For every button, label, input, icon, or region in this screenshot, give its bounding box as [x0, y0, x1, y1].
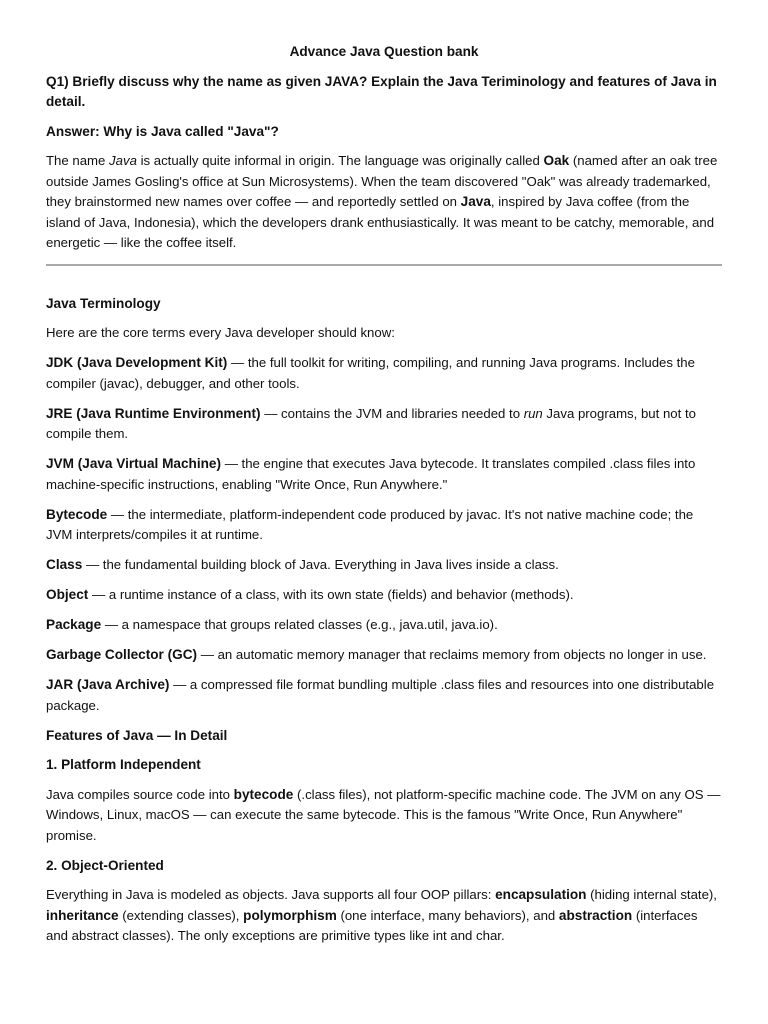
feature-2-bold-encapsulation: encapsulation	[495, 887, 587, 902]
term-name: JAR (Java Archive)	[46, 677, 170, 692]
term-desc: — a namespace that groups related classes (e.g., java.util, java.io).	[101, 617, 498, 632]
term-item	[46, 404, 722, 445]
term-item	[46, 555, 722, 576]
feature-2-text-1: Everything in Java is modeled as objects. Java supports all four OOP pillars:	[46, 887, 496, 902]
term-item	[46, 505, 722, 546]
intro-bold-oak: Oak	[543, 153, 570, 168]
term-name: JDK (Java Development Kit)	[46, 355, 228, 370]
term-desc: — a runtime instance of a class, with its own state (fields) and behavior (methods).	[88, 587, 574, 602]
term-item	[46, 615, 722, 636]
feature-2-bold-inheritance: inheritance	[46, 907, 119, 923]
term-name: Class	[46, 557, 83, 572]
term-name: JRE (Java Runtime Environment)	[46, 405, 261, 421]
term-desc-em: run	[523, 405, 543, 421]
term-item	[46, 454, 722, 495]
term-name: Bytecode	[46, 506, 108, 522]
term-name: Package	[46, 617, 102, 632]
feature-2-text-5: (interfaces and abstract classes). The only exceptions are primitive types like int and char.	[46, 907, 698, 943]
features-heading: Features of Java — In Detail	[46, 727, 228, 743]
term-item	[46, 645, 722, 666]
term-name: JVM (Java Virtual Machine)	[46, 456, 222, 471]
intro-text-4: , inspired by Java coffee (from the island of Java, Indonesia), which the developers drank enthusiastically. It was meant to be catchy, memorable, and energetic — like the coffee itself.	[46, 194, 715, 250]
question-text: Q1) Briefly discuss why the name as given JAVA? Explain the Java Teriminology and features of Java in detail.	[46, 73, 717, 109]
term-desc: — a compressed file format bundling multiple .class files and resources into one distributable package.	[46, 677, 715, 713]
intro-paragraph	[46, 151, 722, 254]
term-desc: — the engine that executes Java bytecode. It translates compiled .class files into machine-specific instructions, enabling "Write Once, Run Anywhere."	[46, 456, 696, 492]
horizontal-divider	[46, 264, 722, 266]
feature-2-bold-abstraction: abstraction	[558, 907, 633, 923]
term-item	[46, 675, 722, 716]
feature-1-heading: 1. Platform Independent	[46, 757, 201, 772]
term-desc: — an automatic memory manager that reclaims memory from objects no longer in use.	[197, 647, 707, 662]
document-title: Advance Java Question bank	[289, 44, 479, 59]
feature-1-text-1: Java compiles source code into	[46, 786, 234, 802]
terminology-intro: Here are the core terms every Java developer should know:	[46, 325, 395, 340]
term-desc: — the full toolkit for writing, compiling, and running Java programs. Includes the compiler (javac), debugger, and other tools.	[46, 355, 695, 391]
term-desc: — the intermediate, platform-independent code produced by javac. It's not native machine code; the JVM interprets/compiles it at runtime.	[46, 506, 694, 542]
answer-heading: Answer: Why is Java called "Java"?	[46, 123, 279, 139]
feature-2-text-2: (hiding internal state),	[586, 887, 717, 902]
intro-text-3: (named after an oak tree outside James Gosling's office at Sun Microsystems). When the team discovered "Oak" was already trademarked, they brainstormed new names over coffee — and reportedly settled on	[46, 153, 718, 209]
terminology-heading: Java Terminology	[46, 295, 161, 311]
feature-1-paragraph	[46, 785, 722, 847]
feature-2-text-4: (one interface, many behaviors), and	[336, 907, 559, 923]
intro-em-java: Java	[109, 153, 137, 168]
term-desc: Java programs, but not to compile them.	[46, 405, 696, 441]
intro-bold-java: Java	[460, 194, 491, 209]
term-name: Object	[46, 587, 89, 602]
feature-1-bold-bytecode: bytecode	[233, 786, 294, 802]
term-name: Garbage Collector (GC)	[46, 647, 198, 662]
term-desc: — contains the JVM and libraries needed to	[260, 405, 524, 421]
intro-text-1: The name	[46, 153, 110, 168]
intro-text-2: is actually quite informal in origin. The language was originally called	[136, 153, 544, 168]
term-desc: — the fundamental building block of Java. Everything in Java lives inside a class.	[82, 557, 559, 572]
feature-2-bold-polymorphism: polymorphism	[243, 907, 337, 923]
feature-2-text-3: (extending classes),	[118, 907, 244, 923]
feature-2-paragraph	[46, 885, 722, 947]
term-item	[46, 585, 722, 606]
feature-2-heading: 2. Object-Oriented	[46, 857, 164, 873]
feature-1-text-2: (.class files), not platform-specific machine code. The JVM on any OS — Windows, Linux, macOS — can execute the same bytecode. This is the famous "Write Once, Run Anywhere" promise.	[46, 786, 721, 843]
term-item	[46, 353, 722, 394]
